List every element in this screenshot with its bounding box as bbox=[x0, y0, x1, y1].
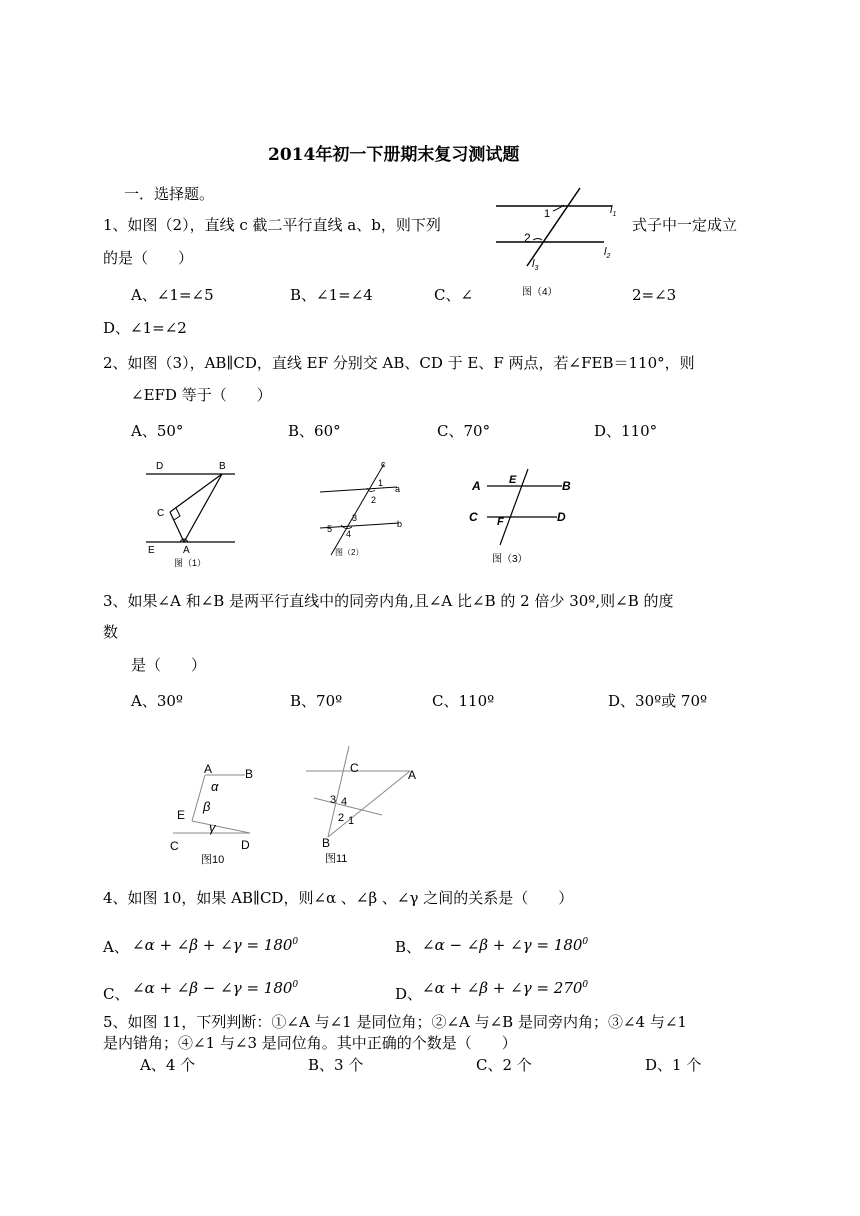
q2-option-c: C、70° bbox=[437, 422, 491, 440]
fig2-caption: 图（2） bbox=[335, 548, 364, 557]
svg-text:A: A bbox=[408, 768, 417, 782]
q3-text-cont: 数 bbox=[103, 623, 119, 641]
q1-option-a: A、∠1=∠5 bbox=[131, 286, 214, 304]
fig11-caption: 图11 bbox=[325, 853, 348, 865]
svg-text:B: B bbox=[322, 836, 331, 850]
svg-text:A: A bbox=[204, 762, 213, 776]
svg-text:C: C bbox=[350, 761, 359, 775]
q2-option-b: B、60° bbox=[288, 422, 341, 440]
q1-option-b: B、∠1=∠4 bbox=[290, 286, 373, 304]
svg-text:F: F bbox=[497, 516, 504, 528]
q3-text-end: 是（ ） bbox=[131, 656, 207, 674]
q3-text: 3、如果∠A 和∠B 是两平行直线中的同旁内角,且∠A 比∠B 的 2 倍少 30º,则∠B 的度 bbox=[103, 592, 674, 610]
page-title: 2014年初一下册期末复习测试题 bbox=[268, 145, 520, 165]
q1-option-d: D、∠1=∠2 bbox=[103, 319, 187, 337]
q4-option-c-label: C、 bbox=[103, 985, 130, 1003]
q4-option-b-label: B、 bbox=[395, 938, 422, 956]
svg-text:1: 1 bbox=[348, 815, 355, 827]
section-heading: 一．选择题。 bbox=[124, 185, 215, 203]
svg-text:5: 5 bbox=[327, 524, 333, 534]
svg-text:3: 3 bbox=[330, 794, 337, 806]
svg-text:c: c bbox=[381, 459, 386, 469]
q4-option-c: ∠α + ∠β − ∠γ = $180^0$ bbox=[132, 979, 299, 997]
svg-text:1: 1 bbox=[378, 478, 384, 488]
svg-text:a: a bbox=[395, 484, 401, 494]
svg-text:A: A bbox=[472, 479, 481, 493]
svg-text:C: C bbox=[469, 510, 478, 524]
fig4-angle-2: 2 bbox=[524, 231, 531, 245]
svg-text:α: α bbox=[211, 779, 219, 794]
svg-text:D: D bbox=[557, 510, 566, 524]
q3-option-b: B、70º bbox=[290, 692, 343, 710]
svg-text:C: C bbox=[170, 839, 179, 853]
q1-text: 1、如图（2），直线 c 截二平行直线 a、b，则下列 bbox=[103, 216, 441, 234]
svg-text:b: b bbox=[397, 519, 403, 529]
svg-text:l1: $l_1$ bbox=[610, 204, 617, 218]
q1-text-cont: 式子中一定成立 bbox=[632, 216, 738, 234]
q5-option-d: D、1 个 bbox=[645, 1056, 702, 1074]
svg-text:2: 2 bbox=[371, 495, 377, 505]
svg-text:3: 3 bbox=[352, 513, 358, 523]
q3-option-d: D、30º或 70º bbox=[608, 692, 708, 710]
svg-text:B: B bbox=[219, 461, 226, 472]
figure-11 bbox=[300, 740, 425, 870]
q1-option-c: C、∠ bbox=[434, 286, 474, 304]
svg-text:B: B bbox=[562, 479, 571, 493]
fig1-caption: 图（1） bbox=[174, 558, 207, 568]
svg-text:4: 4 bbox=[346, 529, 352, 539]
q4-option-b: ∠α − ∠β + ∠γ = $180^0$ bbox=[422, 936, 589, 954]
q4-option-d-label: D、 bbox=[395, 985, 423, 1003]
q5-option-c: C、2 个 bbox=[476, 1056, 532, 1074]
q2-option-a: A、50° bbox=[131, 422, 184, 440]
fig4-angle-1: 1 bbox=[544, 208, 551, 220]
q1-option-c-end: 2=∠3 bbox=[632, 286, 677, 304]
svg-text:A: A bbox=[183, 545, 190, 556]
q4-option-a: ∠α + ∠β + ∠γ = $180^0$ bbox=[132, 936, 299, 954]
fig3-caption: 图（3） bbox=[492, 554, 528, 565]
svg-text:D: D bbox=[241, 838, 250, 852]
figure-2 bbox=[315, 455, 415, 565]
svg-text:C: C bbox=[157, 508, 165, 519]
svg-text:2: 2 bbox=[338, 812, 345, 824]
q3-option-c: C、110º bbox=[432, 692, 495, 710]
q5-text: 5、如图 11，下列判断：①∠A 与∠1 是同位角；②∠A 与∠B 是同旁内角；③∠4 与∠1 bbox=[103, 1013, 687, 1031]
q4-option-d: ∠α + ∠β + ∠γ = $270^0$ bbox=[422, 979, 589, 997]
q4-option-a-label: A、 bbox=[103, 938, 129, 956]
svg-text:l2: $l_2$ bbox=[604, 246, 611, 260]
svg-text:E: E bbox=[177, 808, 186, 822]
figure-10 bbox=[165, 760, 265, 870]
q3-option-a: A、30º bbox=[131, 692, 183, 710]
figure-3 bbox=[462, 465, 577, 570]
q5-option-b: B、3 个 bbox=[308, 1056, 364, 1074]
fig10-caption: 图10 bbox=[201, 854, 225, 866]
svg-text:B: B bbox=[245, 767, 254, 781]
svg-text:D: D bbox=[156, 461, 164, 472]
svg-text:4: 4 bbox=[341, 796, 348, 808]
q2-text: 2、如图（3），AB∥CD，直线 EF 分别交 AB、CD 于 E、F 两点，若∠FEB＝110°，则 bbox=[103, 354, 695, 372]
q2-option-d: D、110° bbox=[594, 422, 658, 440]
svg-text:γ: γ bbox=[209, 820, 216, 835]
q5-text-cont: 是内错角；④∠1 与∠3 是同位角。其中正确的个数是（ ） bbox=[103, 1034, 517, 1052]
svg-text:E: E bbox=[148, 545, 155, 556]
fig4-caption: 图（4） bbox=[522, 287, 558, 298]
svg-text:β: β bbox=[203, 799, 211, 814]
figure-4 bbox=[490, 183, 630, 303]
q1-text-end: 的是（ ） bbox=[103, 249, 194, 267]
q5-option-a: A、4 个 bbox=[140, 1056, 196, 1074]
q4-text: 4、如图 10，如果 AB∥CD，则∠α 、∠β 、∠γ 之间的关系是（ ） bbox=[103, 889, 574, 907]
figure-1 bbox=[140, 455, 240, 570]
svg-text:l3: $l_3$ bbox=[532, 258, 539, 272]
svg-text:E: E bbox=[509, 474, 517, 486]
q2-text-cont: ∠EFD 等于（ ） bbox=[131, 386, 272, 404]
